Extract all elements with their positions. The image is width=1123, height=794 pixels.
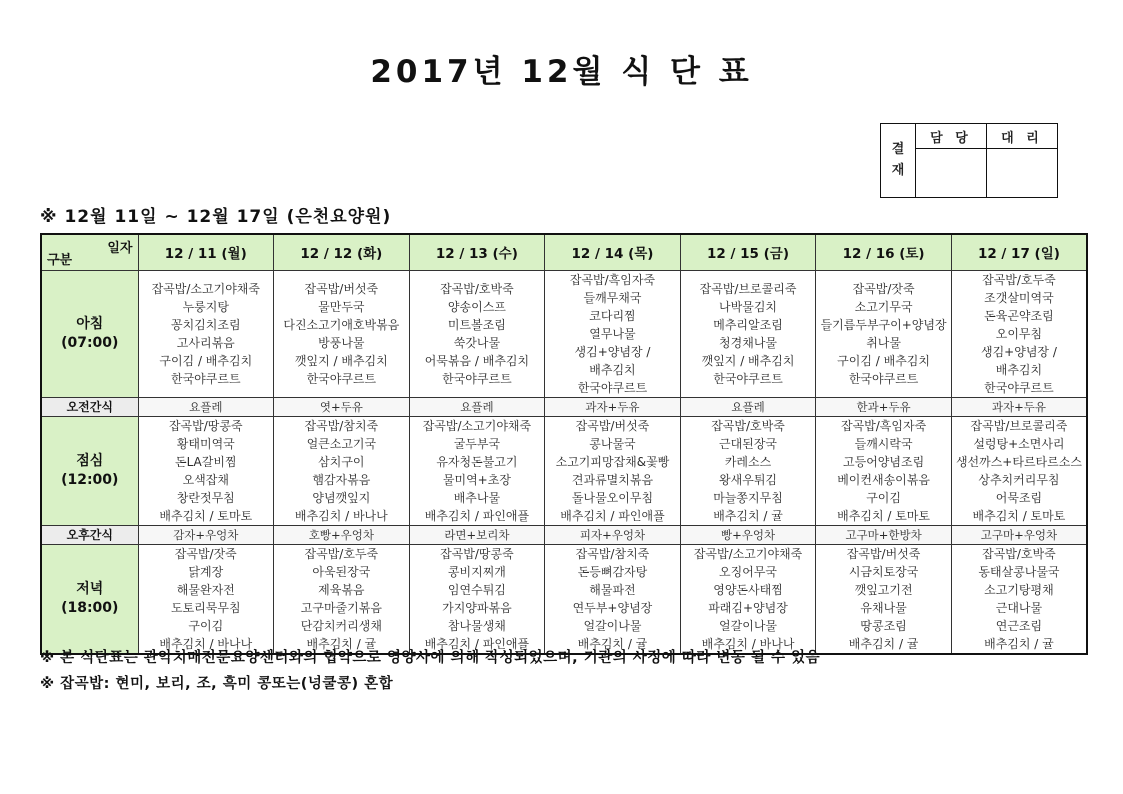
dinner-menu-cell: 잡곡밥/참치죽 돈등뼈감자탕 해물파전 연두부+양념장 얼갈이나물 배추김치 / 귤 — [545, 544, 681, 654]
breakfast-menu-cell: 잡곡밥/버섯죽 물만두국 다진소고기애호박볶음 방풍나물 깻잎지 / 배추김치 한국야쿠르트 — [274, 270, 410, 397]
breakfast-menu-cell: 잡곡밥/브로콜리죽 나박물김치 메추리알조림 청경채나물 깻잎지 / 배추김치 한국야쿠르트 — [680, 270, 816, 397]
note-line: ※ 잡곡밥: 현미, 보리, 조, 흑미 콩또는(넝쿨콩) 혼합 — [40, 676, 394, 692]
dinner-menu-cell: 잡곡밥/소고기야채죽 오징어무국 영양돈사태찜 파래김+양념장 얼갈이나물 배추김치 / 바나나 — [680, 544, 816, 654]
breakfast-row — [41, 270, 1087, 397]
corner-label-date: 일자 — [107, 241, 133, 256]
morning-snack-cell: 요플레 — [680, 397, 816, 416]
approval-col-daeri: 대 리 — [987, 124, 1058, 149]
date-header: 12 / 16 (토) — [816, 234, 952, 270]
breakfast-menu-cell: 잡곡밥/호두죽 조갯살미역국 돈육곤약조림 오이무침 생김+양념장 / 배추김치 한국야쿠르트 — [951, 270, 1087, 397]
date-header: 12 / 11 (월) — [138, 234, 274, 270]
corner-label-category: 구분 — [47, 252, 73, 268]
dinner-row-label: 저녁 (18:00) — [41, 544, 138, 654]
afternoon-snack-cell: 빵+우엉차 — [680, 525, 816, 544]
morning-snack-cell: 한과+두유 — [816, 397, 952, 416]
breakfast-menu-cell: 잡곡밥/잣죽 소고기무국 들기름두부구이+양념장 취나물 구이김 / 배추김치 한국야쿠르트 — [816, 270, 952, 397]
afternoon-snack-row — [41, 525, 1087, 544]
approval-box — [880, 123, 1058, 198]
menu-table — [40, 233, 1088, 655]
lunch-row — [41, 416, 1087, 525]
dinner-menu-cell: 잡곡밥/버섯죽 시금치토장국 깻잎고기전 유채나물 땅콩조림 배추김치 / 귤 — [816, 544, 952, 654]
dinner-menu-cell: 잡곡밥/땅콩죽 콩비지찌개 임연수튀김 가지양파볶음 참나물생채 배추김치 / 파인애플 — [409, 544, 545, 654]
lunch-row-label: 점심 (12:00) — [41, 416, 138, 525]
footer-notes — [40, 646, 820, 698]
afternoon-snack-cell: 피자+우엉차 — [545, 525, 681, 544]
lunch-menu-cell: 잡곡밥/땅콩죽 황태미역국 돈LA갈비찜 오색잡채 창란젓무침 배추김치 / 토마토 — [138, 416, 274, 525]
morning-snack-cell: 과자+두유 — [545, 397, 681, 416]
approval-col-damdang: 담 당 — [916, 124, 987, 149]
date-header: 12 / 15 (금) — [680, 234, 816, 270]
lunch-menu-cell: 잡곡밥/참치죽 얼큰소고기국 삼치구이 햄감자볶음 양념깻잎지 배추김치 / 바나나 — [274, 416, 410, 525]
breakfast-row-label: 아침 (07:00) — [41, 270, 138, 397]
afternoon-snack-cell: 라면+보리차 — [409, 525, 545, 544]
afternoon-snack-cell: 호빵+우엉차 — [274, 525, 410, 544]
afternoon-snack-cell: 고구마+한방차 — [816, 525, 952, 544]
approval-stamp-label: 결재 — [881, 124, 916, 198]
dinner-row — [41, 544, 1087, 654]
morning-snack-label: 오전간식 — [41, 397, 138, 416]
date-header: 12 / 14 (목) — [545, 234, 681, 270]
lunch-menu-cell: 잡곡밥/소고기야채죽 굴두부국 유자청돈불고기 물미역+초장 배추나물 배추김치 / 파인애플 — [409, 416, 545, 525]
page-title: 2017년 12월 식 단 표 — [370, 54, 753, 90]
afternoon-snack-label: 오후간식 — [41, 525, 138, 544]
breakfast-menu-cell: 잡곡밥/호박죽 양송이스프 미트볼조림 쑥갓나물 어묵볶음 / 배추김치 한국야쿠르트 — [409, 270, 545, 397]
lunch-menu-cell: 잡곡밥/호박죽 근대된장국 카레소스 왕새우튀김 마늘쫑지무침 배추김치 / 귤 — [680, 416, 816, 525]
breakfast-menu-cell: 잡곡밥/소고기야채죽 누룽지탕 꽁치김치조림 고사리볶음 구이김 / 배추김치 한국야쿠르트 — [138, 270, 274, 397]
lunch-menu-cell: 잡곡밥/흑임자죽 들깨시락국 고등어양념조림 베이컨새송이볶음 구이김 배추김치 / 토마토 — [816, 416, 952, 525]
date-header: 12 / 12 (화) — [274, 234, 410, 270]
dinner-menu-cell: 잡곡밥/잣죽 닭계장 해물완자전 도토리묵무침 구이김 배추김치 / 바나나 — [138, 544, 274, 654]
dinner-menu-cell: 잡곡밥/호두죽 아욱된장국 제육볶음 고구마줄기볶음 단감치커리생채 배추김치 / 귤 — [274, 544, 410, 654]
breakfast-menu-cell: 잡곡밥/흑임자죽 들깨무채국 코다리찜 열무나물 생김+양념장 / 배추김치 한국야쿠르트 — [545, 270, 681, 397]
date-header: 12 / 13 (수) — [409, 234, 545, 270]
morning-snack-cell: 요플레 — [138, 397, 274, 416]
approval-sign-cell — [987, 149, 1058, 198]
morning-snack-cell: 엿+두유 — [274, 397, 410, 416]
date-header: 12 / 17 (일) — [951, 234, 1087, 270]
afternoon-snack-cell: 고구마+우엉차 — [951, 525, 1087, 544]
header-row — [41, 234, 1087, 270]
morning-snack-row — [41, 397, 1087, 416]
lunch-menu-cell: 잡곡밥/버섯죽 콩나물국 소고기피망잡채&꽃빵 견과류멸치볶음 돌나물오이무침 배추김치 / 파인애플 — [545, 416, 681, 525]
corner-cell — [41, 234, 138, 270]
approval-sign-cell — [916, 149, 987, 198]
lunch-menu-cell: 잡곡밥/브로콜리죽 설렁탕+소면사리 생선까스+타르타르소스 상추치커리무침 어묵조림 배추김치 / 토마토 — [951, 416, 1087, 525]
dinner-menu-cell: 잡곡밥/호박죽 동태살콩나물국 소고기탕평채 근대나물 연근조림 배추김치 / 귤 — [951, 544, 1087, 654]
afternoon-snack-cell: 감자+우엉차 — [138, 525, 274, 544]
morning-snack-cell: 요플레 — [409, 397, 545, 416]
note-line: ※ 본 식단표는 관악치매전문요양센터와의 협약으로 영양사에 의해 작성되었으며, 기관의 사정에 따라 변동 될 수 있음 — [40, 650, 821, 666]
period-subtitle: ※ 12월 11일 ~ 12월 17일 (은천요양원) — [40, 207, 392, 227]
morning-snack-cell: 과자+두유 — [951, 397, 1087, 416]
